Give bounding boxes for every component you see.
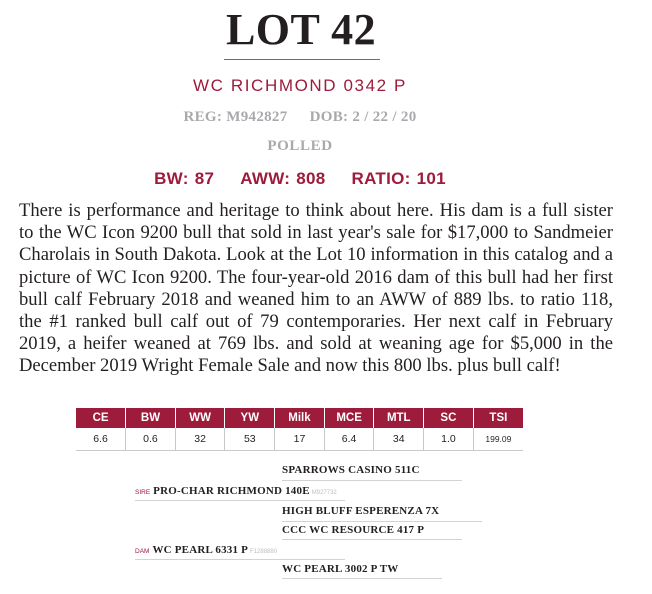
pedigree-line [282,480,462,481]
dob-value: 2 / 22 / 20 [352,109,417,125]
epd-value-row [76,428,523,451]
dam-name: WC PEARL 6331 P [152,544,249,556]
epd-header-ww: WW [175,408,225,428]
sire-name: PRO-CHAR RICHMOND 140E [153,485,310,497]
bw-stat: BW: 87 [154,169,215,188]
epd-table [76,408,523,451]
registration-line [0,109,600,126]
pedigree-dam-sire: CCC WC RESOURCE 417 P [282,524,425,536]
dob-label: DOB: [309,109,349,125]
epd-value-milk: 17 [275,428,325,451]
polled-status: POLLED [267,138,333,154]
ratio-stat: RATIO: 101 [351,169,446,188]
epd-header-tsi: TSI [473,408,523,428]
lot-title: LOT 42 [225,5,377,54]
epd-header-ce: CE [76,408,126,428]
epd-value-bw: 0.6 [126,428,176,451]
performance-line [0,169,600,189]
pedigree-sire-dam: HIGH BLUFF ESPERENZA 7X [282,505,440,517]
reg-label: REG: [183,109,223,125]
epd-header-mtl: MTL [374,408,424,428]
epd-header-yw: YW [225,408,275,428]
title-divider [224,59,380,60]
pedigree-sire-sire: SPARROWS CASINO 511C [282,464,420,476]
epd-header-mce: MCE [324,408,374,428]
reg-value: M942827 [226,109,288,125]
pedigree-line [282,578,442,579]
epd-value-yw: 53 [225,428,275,451]
pedigree-dam-dam: WC PEARL 3002 P TW [282,563,399,575]
epd-value-sc: 1.0 [424,428,474,451]
epd-value-mtl: 34 [374,428,424,451]
epd-header-milk: Milk [275,408,325,428]
animal-name: WC RICHMOND 0342 P [193,76,407,95]
sire-reg: M927732 [311,490,337,496]
dam-tag: DAM [135,548,150,555]
epd-header-row [76,408,523,428]
pedigree-line [282,521,482,522]
epd-value-mce: 6.4 [324,428,374,451]
epd-header-sc: SC [424,408,474,428]
epd-value-ww: 32 [175,428,225,451]
epd-value-ce: 6.6 [76,428,126,451]
dam-reg: F1288880 [250,549,278,555]
epd-header-bw: BW [126,408,176,428]
sire-tag: SIRE [135,489,151,496]
lot-description: There is performance and heritage to think about here. His dam is a full sister to the WC Icon 9200 bull that sold in last year's sale for $17,000 to Sandmeier Charolais in South Dakota. Look at the Lot 10 information in this catalog and a picture of WC Icon 9200. The four-year-old 2016 dam of this bull had her first bull calf February 2018 and weaned him to an AWW of 889 lbs. to ratio 118, the #1 ranked bull calf out of 79 contemporaries. Her next calf in February 2019, a heifer weaned at 769 lbs. and sold at weaning age for $5,000 in the December 2019 Wright Female Sale and now this 800 lbs. plus bull calf! [19,200,613,377]
pedigree-sire [135,485,337,497]
epd-value-tsi: 199.09 [473,428,523,451]
pedigree-line [135,500,345,501]
pedigree-line [282,539,462,540]
pedigree-line [135,559,345,560]
pedigree-dam [135,544,277,556]
aww-stat: AWW: 808 [240,169,326,188]
